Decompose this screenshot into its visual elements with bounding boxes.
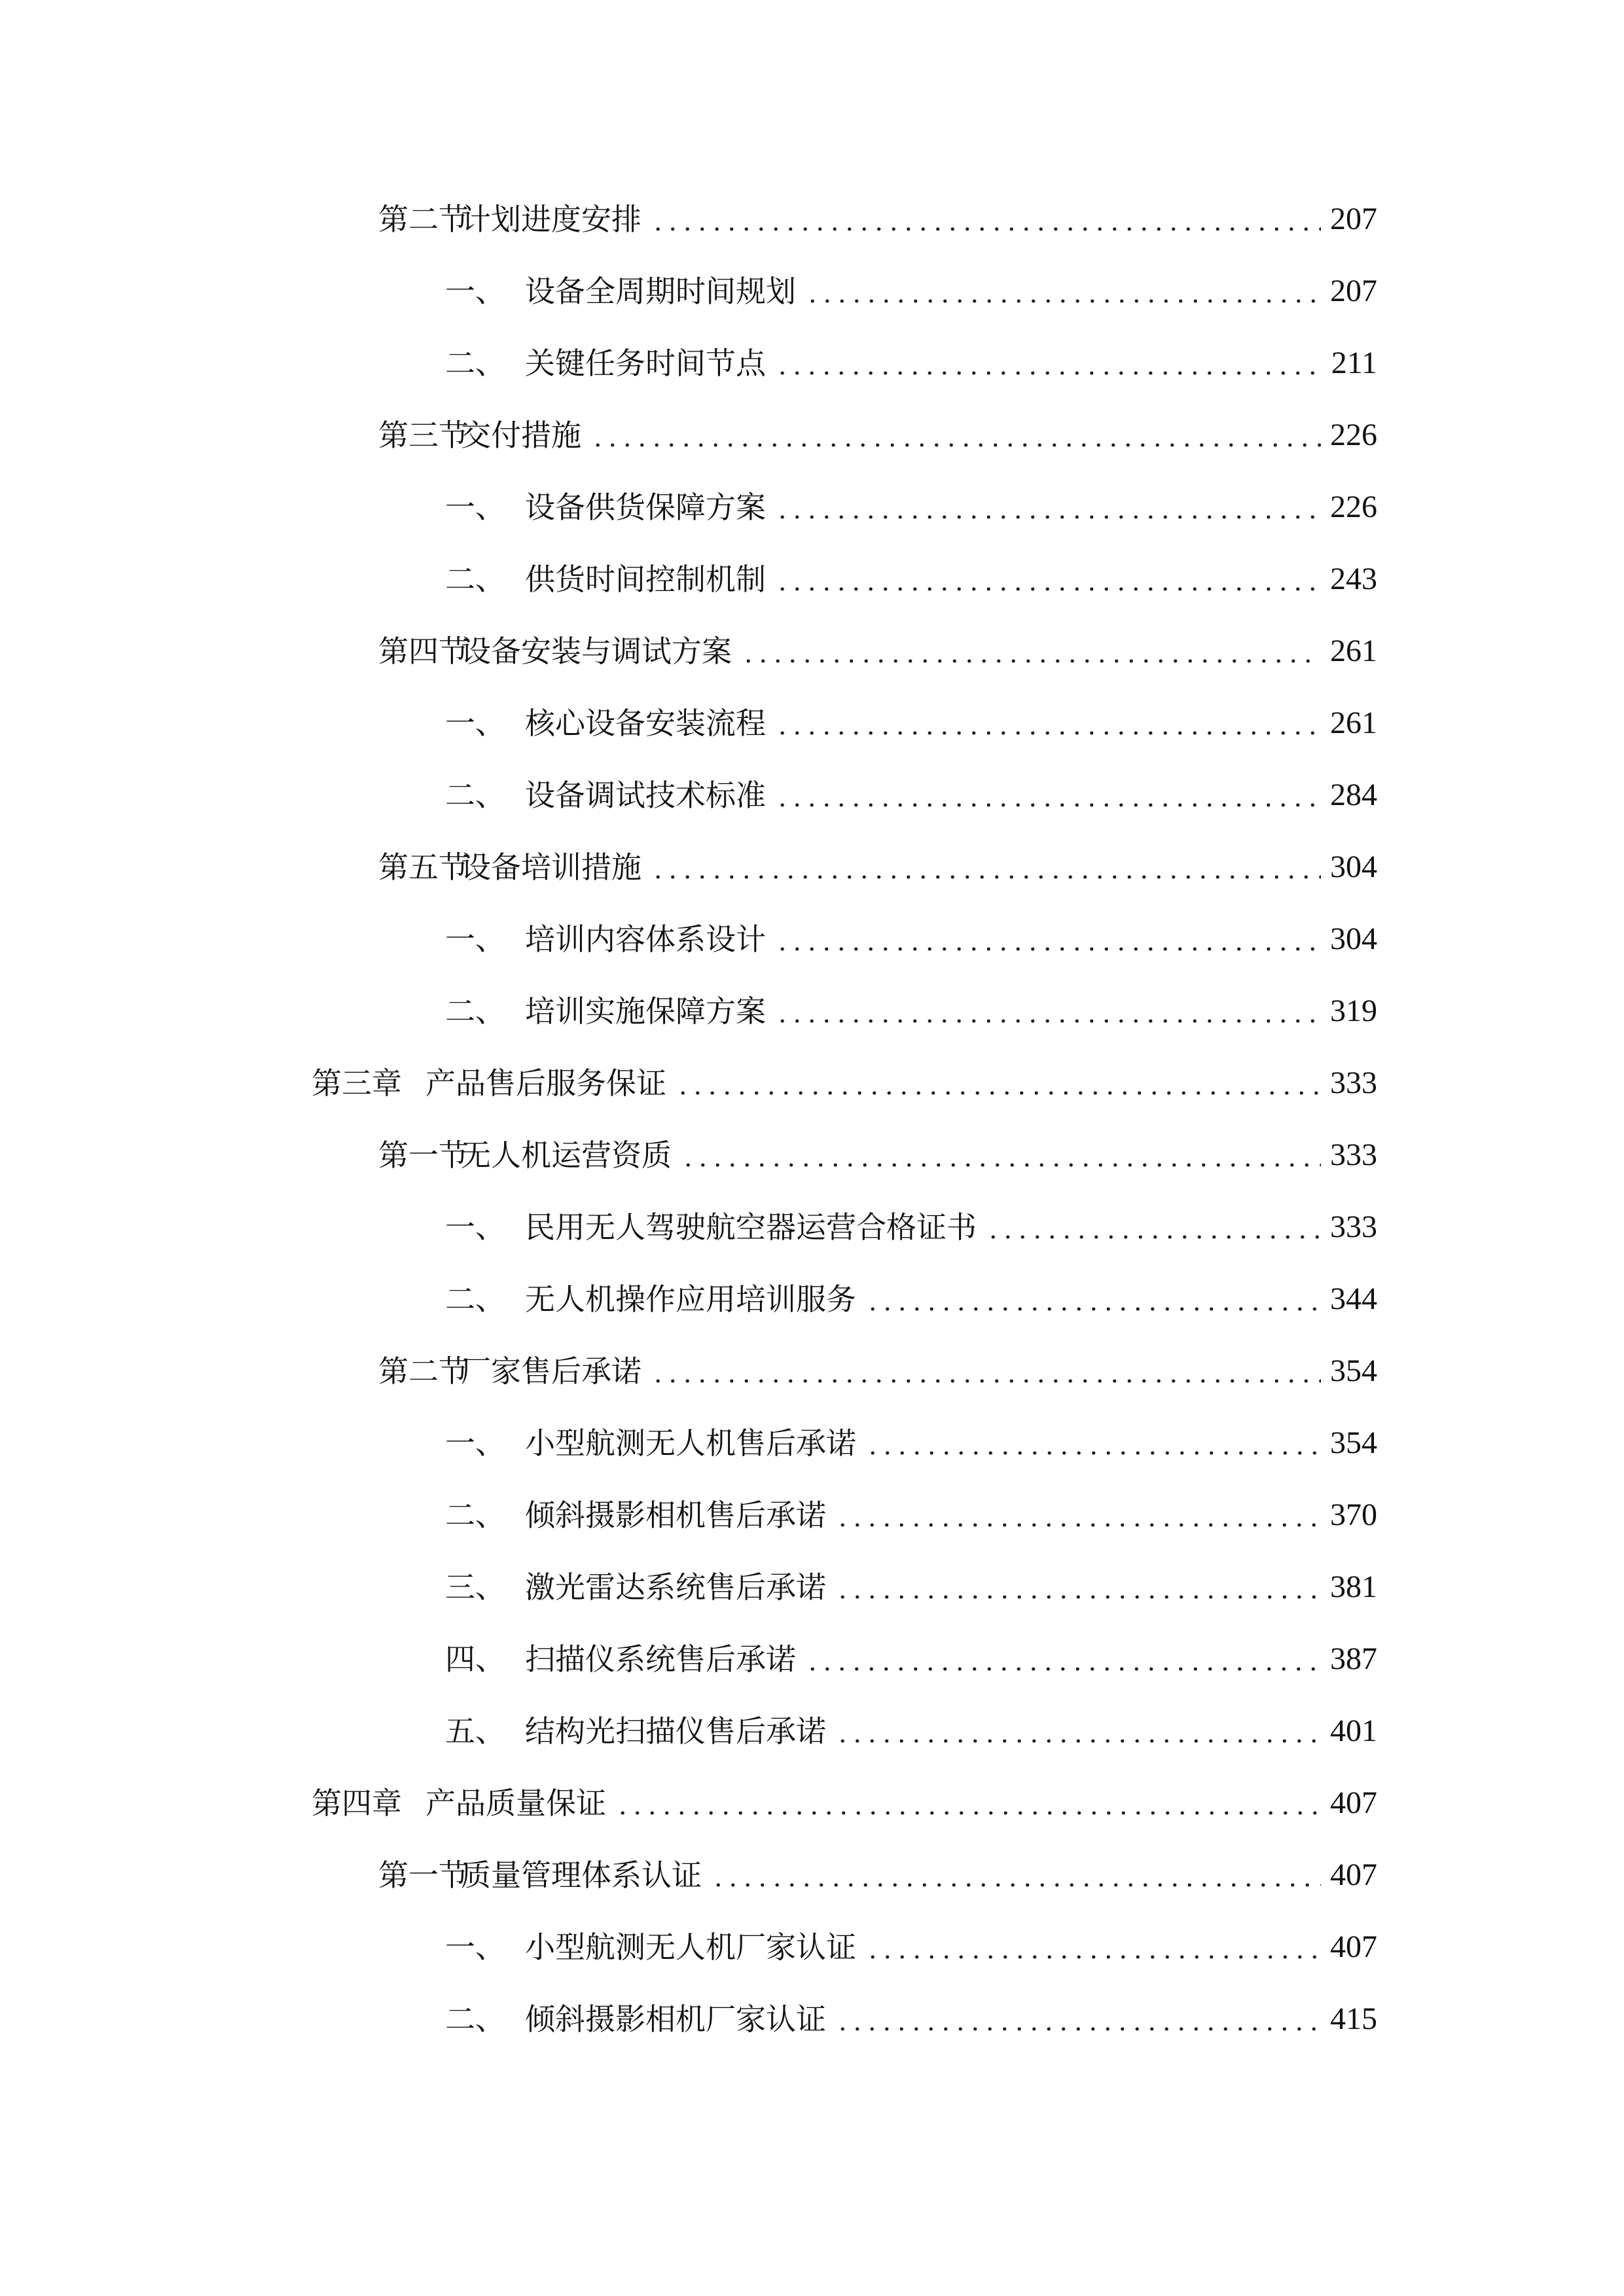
toc-entry-section[interactable] — [378, 409, 1377, 461]
toc-entry-page: 381 — [1330, 1570, 1377, 1604]
toc-entry-number: 三、 — [445, 1570, 505, 1605]
toc-entry-title: 结构光扫描仪售后承诺 — [525, 1713, 826, 1749]
toc-entry-number: 第二节 — [378, 202, 469, 237]
toc-entry-page: 319 — [1330, 994, 1377, 1028]
toc-entry-title: 交付措施 — [461, 418, 581, 453]
toc-entry-section[interactable] — [378, 1129, 1377, 1181]
toc-entry-number: 一、 — [445, 922, 505, 957]
toc-entry-section[interactable] — [378, 841, 1377, 893]
toc-entry-page: 304 — [1330, 850, 1377, 884]
toc-entry-page: 226 — [1330, 418, 1377, 452]
toc-entry-item[interactable] — [445, 1417, 1377, 1469]
toc-entry-number: 第三节 — [378, 418, 469, 453]
toc-entry-page: 354 — [1330, 1426, 1377, 1460]
toc-entry-title: 无人机运营资质 — [461, 1138, 672, 1173]
toc-entry-number: 五、 — [445, 1713, 505, 1749]
toc-entry-title: 激光雷达系统售后承诺 — [525, 1570, 826, 1605]
toc-entry-title: 设备安装与调试方案 — [461, 634, 732, 669]
dot-leader — [805, 299, 1321, 303]
toc-entry-number: 第一节 — [378, 1857, 469, 1893]
dot-leader — [775, 371, 1321, 375]
toc-entry-page: 243 — [1330, 562, 1377, 596]
toc-entry-item[interactable] — [445, 697, 1377, 749]
dot-leader — [775, 587, 1321, 591]
dot-leader — [590, 443, 1321, 447]
toc-entry-number: 四、 — [445, 1641, 505, 1677]
toc-entry-page: 407 — [1330, 1785, 1377, 1820]
toc-entry-title: 培训实施保障方案 — [525, 994, 766, 1029]
toc-entry-title: 民用无人驾驶航空器运营合格证书 — [525, 1210, 977, 1245]
toc-entry-title: 倾斜摄影相机售后承诺 — [525, 1498, 826, 1533]
dot-leader — [835, 1523, 1321, 1527]
toc-entry-item[interactable] — [445, 985, 1377, 1037]
toc-entry-title: 设备培训措施 — [461, 850, 641, 885]
toc-entry-title: 无人机操作应用培训服务 — [525, 1282, 856, 1317]
dot-leader — [741, 659, 1321, 663]
toc-entry-item[interactable] — [445, 1993, 1377, 2045]
toc-entry-title: 扫描仪系统售后承诺 — [525, 1641, 796, 1677]
dot-leader — [835, 1595, 1321, 1599]
dot-leader — [835, 2027, 1321, 2031]
toc-entry-number: 第三章 — [312, 1066, 402, 1101]
toc-entry-number: 一、 — [445, 490, 505, 525]
toc-entry-item[interactable] — [445, 1921, 1377, 1973]
toc-entry-item[interactable] — [445, 337, 1377, 389]
toc-entry-title: 计划进度安排 — [461, 202, 641, 237]
dot-leader — [986, 1235, 1321, 1239]
toc-entry-item[interactable] — [445, 1489, 1377, 1541]
toc-entry-page: 284 — [1330, 778, 1377, 812]
toc-entry-title: 小型航测无人机售后承诺 — [525, 1426, 856, 1461]
toc-entry-item[interactable] — [445, 913, 1377, 965]
toc-entry-number: 一、 — [445, 1210, 505, 1245]
dot-leader — [865, 1307, 1321, 1311]
toc-entry-number: 二、 — [445, 346, 505, 381]
toc-entry-section[interactable] — [378, 1849, 1377, 1901]
toc-entry-number: 二、 — [445, 994, 505, 1029]
toc-entry-page: 415 — [1330, 2001, 1377, 2036]
toc-entry-page: 261 — [1330, 634, 1377, 668]
toc-entry-page: 407 — [1330, 1857, 1377, 1892]
dot-leader — [681, 1163, 1321, 1167]
toc-entry-title: 设备供货保障方案 — [525, 490, 766, 525]
dot-leader — [651, 875, 1321, 879]
toc-entry-page: 387 — [1330, 1641, 1377, 1676]
toc-entry-title: 小型航测无人机厂家认证 — [525, 1929, 856, 1965]
toc-entry-number: 一、 — [445, 274, 505, 309]
toc-entry-chapter[interactable] — [312, 1057, 1377, 1109]
dot-leader — [775, 731, 1321, 735]
toc-entry-section[interactable] — [378, 625, 1377, 677]
toc-entry-page: 407 — [1330, 1929, 1377, 1964]
toc-entry-title: 设备调试技术标准 — [525, 778, 766, 813]
toc-entry-number: 二、 — [445, 778, 505, 813]
toc-entry-item[interactable] — [445, 265, 1377, 317]
toc-entry-page: 333 — [1330, 1210, 1377, 1244]
dot-leader — [775, 1019, 1321, 1023]
toc-entry-item[interactable] — [445, 1633, 1377, 1685]
toc-entry-page: 354 — [1330, 1354, 1377, 1388]
toc-entry-number: 二、 — [445, 2001, 505, 2037]
toc-entry-title: 供货时间控制机制 — [525, 562, 766, 597]
toc-entry-item[interactable] — [445, 1705, 1377, 1757]
dot-leader — [651, 1379, 1321, 1383]
toc-entry-title: 核心设备安装流程 — [525, 706, 766, 741]
dot-leader — [711, 1883, 1321, 1887]
toc-entry-number: 二、 — [445, 1282, 505, 1317]
dot-leader — [835, 1739, 1321, 1743]
toc-entry-number: 第四章 — [312, 1785, 402, 1821]
toc-entry-number: 第二节 — [378, 1354, 469, 1389]
dot-leader — [615, 1811, 1321, 1815]
dot-leader — [775, 947, 1321, 951]
toc-entry-item[interactable] — [445, 481, 1377, 533]
dot-leader — [775, 515, 1321, 519]
dot-leader — [676, 1091, 1321, 1095]
toc-entry-page: 304 — [1330, 922, 1377, 956]
dot-leader — [865, 1955, 1321, 1959]
toc-entry-title: 质量管理体系认证 — [461, 1857, 702, 1893]
dot-leader — [651, 227, 1321, 231]
toc-entry-item[interactable] — [445, 553, 1377, 605]
toc-entry-title: 产品售后服务保证 — [425, 1066, 666, 1101]
toc-entry-page: 333 — [1330, 1066, 1377, 1100]
toc-entry-section[interactable] — [378, 193, 1377, 245]
toc-entry-title: 厂家售后承诺 — [461, 1354, 641, 1389]
toc-entry-page: 401 — [1330, 1713, 1377, 1748]
toc-entry-number: 二、 — [445, 1498, 505, 1533]
toc-entry-number: 第五节 — [378, 850, 469, 885]
toc-entry-section[interactable] — [378, 1345, 1377, 1397]
toc-entry-item[interactable] — [445, 1201, 1377, 1253]
toc-entry-page: 207 — [1330, 274, 1377, 308]
toc-entry-number: 第四节 — [378, 634, 469, 669]
toc-entry-number: 一、 — [445, 1929, 505, 1965]
toc-entry-page: 261 — [1330, 706, 1377, 740]
dot-leader — [805, 1667, 1321, 1671]
toc-entry-title: 关键任务时间节点 — [525, 346, 766, 381]
dot-leader — [865, 1451, 1321, 1455]
toc-entry-title: 倾斜摄影相机厂家认证 — [525, 2001, 826, 2037]
toc-entry-item[interactable] — [445, 1561, 1377, 1613]
toc-entry-number: 一、 — [445, 1426, 505, 1461]
toc-entry-chapter[interactable] — [312, 1777, 1377, 1829]
toc-entry-page: 344 — [1330, 1282, 1377, 1316]
toc-entry-number: 第一节 — [378, 1138, 469, 1173]
toc-entry-item[interactable] — [445, 1273, 1377, 1325]
toc-entry-item[interactable] — [445, 769, 1377, 821]
toc-entry-page: 226 — [1330, 490, 1377, 524]
toc-entry-title: 设备全周期时间规划 — [525, 274, 796, 309]
toc-entry-page: 211 — [1331, 346, 1377, 380]
toc-entry-page: 333 — [1330, 1138, 1377, 1172]
toc-entry-page: 370 — [1330, 1498, 1377, 1532]
toc-entry-number: 一、 — [445, 706, 505, 741]
toc-entry-number: 二、 — [445, 562, 505, 597]
toc-entry-page: 207 — [1330, 202, 1377, 236]
toc-entry-title: 产品质量保证 — [425, 1785, 606, 1821]
toc-entry-title: 培训内容体系设计 — [525, 922, 766, 957]
dot-leader — [775, 803, 1321, 807]
